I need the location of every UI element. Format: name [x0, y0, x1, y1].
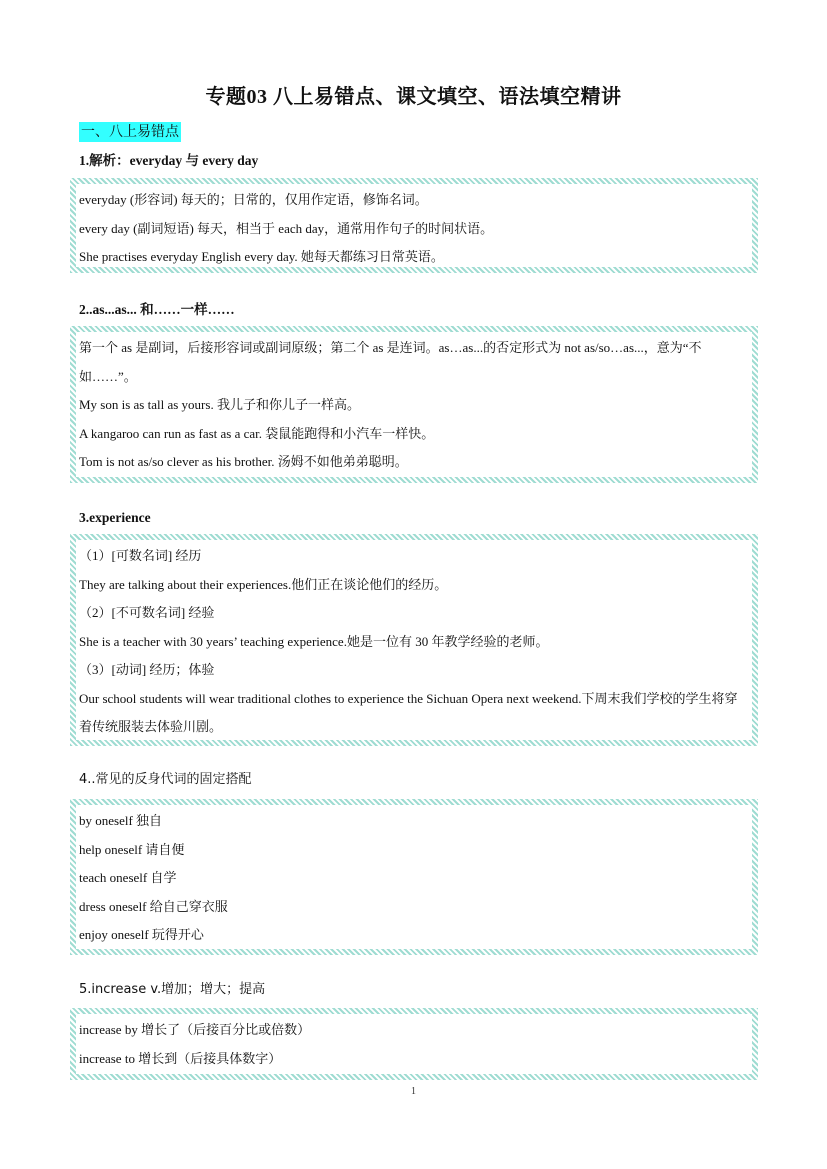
note-box-everyday	[70, 178, 758, 273]
note-line: Our school students will wear traditional clothes to experience the Sichuan Opera next weekend.下周末我们学校的学生将穿着传统服装去体验川剧。	[79, 690, 738, 734]
item-heading-reflexive: 4..常见的反身代词的固定搭配	[79, 772, 252, 787]
page-number: 1	[411, 1086, 416, 1097]
note-line: （3）[动词] 经历；体验	[79, 662, 215, 677]
note-line: My son is as tall as yours. 我儿子和你儿子一样高。	[79, 397, 360, 412]
note-line: She is a teacher with 30 years’ teaching experience.她是一位有 30 年教学经验的老师。	[79, 633, 549, 649]
note-line: Tom is not as/so clever as his brother. 汤姆不如他弟弟聪明。	[79, 454, 408, 469]
note-line: 第一个 as 是副词，后接形容词或副词原级；第二个 as 是连词。as…as...的否定形式为 not as/so…as...，意为“不如……”。	[79, 340, 702, 384]
item-heading-increase: 5.increase v.增加；增大；提高	[79, 982, 266, 997]
note-line: dress oneself 给自己穿衣服	[79, 898, 228, 914]
item-heading-everyday: 1.解析：everyday 与 every day	[79, 153, 259, 168]
note-box-reflexive	[70, 799, 758, 955]
item-heading-experience: 3.experience	[79, 510, 151, 525]
note-line: （2）[不可数名词] 经验	[79, 605, 215, 620]
note-line: teach oneself 自学	[79, 870, 177, 885]
note-line: She practises everyday English every day. 她每天都练习日常英语。	[79, 249, 444, 264]
note-box-experience	[70, 534, 758, 746]
note-box-as-as	[70, 326, 758, 483]
note-line: enjoy oneself 玩得开心	[79, 927, 204, 942]
note-line: by oneself 独自	[79, 813, 163, 828]
note-line: increase to 增长到（后接具体数字）	[79, 1050, 282, 1066]
note-line: help oneself 请自便	[79, 841, 185, 857]
note-line: increase by 增长了（后接百分比或倍数）	[79, 1022, 311, 1037]
item-heading-as-as: 2..as...as... 和……一样……	[79, 302, 235, 317]
note-line: A kangaroo can run as fast as a car. 袋鼠能跑得和小汽车一样快。	[79, 425, 435, 441]
note-line: everyday (形容词) 每天的；日常的，仅用作定语，修饰名词。	[79, 192, 428, 207]
note-line: They are talking about their experiences.他们正在谈论他们的经历。	[79, 576, 448, 592]
page-title: 专题03 八上易错点、课文填空、语法填空精讲	[205, 86, 622, 108]
note-box-increase	[70, 1008, 758, 1080]
note-line: every day (副词短语) 每天，相当于 each day，通常用作句子的时间状语。	[79, 220, 494, 236]
note-line: （1）[可数名词] 经历	[79, 548, 202, 563]
section-label: 一、八上易错点	[81, 124, 179, 140]
